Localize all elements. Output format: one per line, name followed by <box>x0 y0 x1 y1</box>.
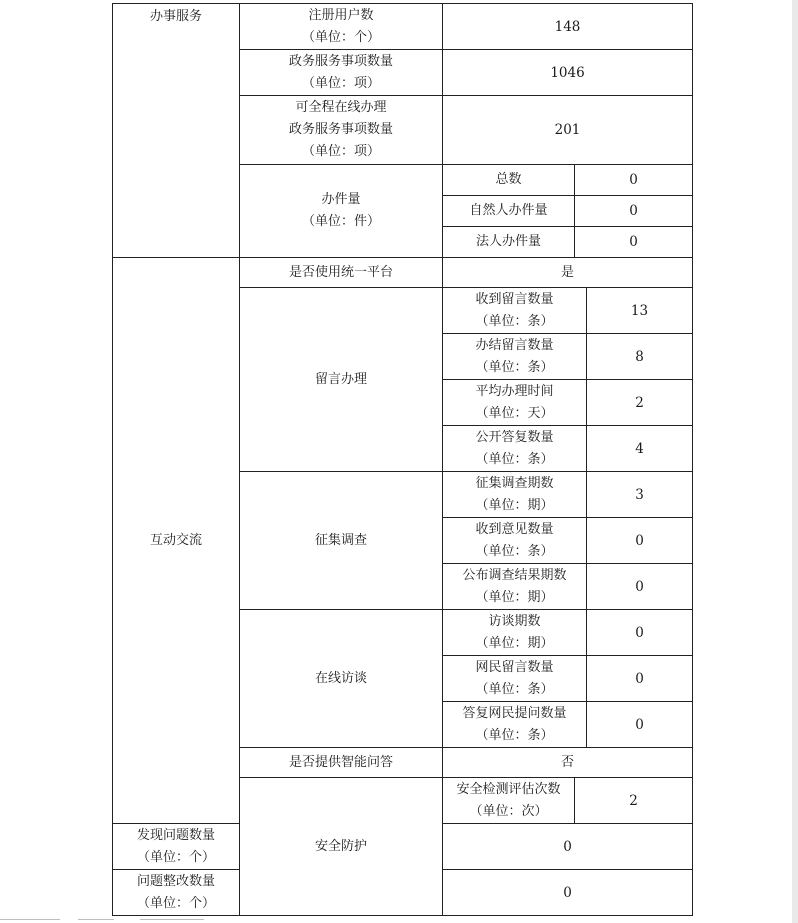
indicator-label: 安全检测评估次数 <box>456 781 561 797</box>
value-cell: 0 <box>575 227 693 258</box>
sub-indicator-label: 公开答复数量 <box>475 429 554 445</box>
value-cell: 否 <box>443 748 693 778</box>
value-cell: 0 <box>443 824 693 870</box>
indicator-label: 政务服务事项数量 <box>288 53 393 69</box>
sub-indicator-cell <box>443 426 587 472</box>
indicator-unit: （单位：项） <box>301 144 380 159</box>
value-cell: 201 <box>443 96 693 165</box>
sub-indicator-label: 征集调查期数 <box>475 475 554 491</box>
indicator-cell: 在线访谈 <box>240 610 443 748</box>
indicator-cell <box>240 4 443 50</box>
sub-indicator-cell <box>443 656 587 702</box>
value-cell: 2 <box>575 778 693 824</box>
indicator-cell <box>113 824 240 870</box>
category-security <box>240 778 443 916</box>
sub-indicator-unit: （单位：期） <box>475 497 554 513</box>
indicator-label: 注册用户数 <box>308 7 374 23</box>
indicator-label: 可全程在线办理 <box>295 100 387 115</box>
indicator-unit: （单位：个） <box>136 895 215 911</box>
sub-indicator-label: 访谈期数 <box>488 613 541 629</box>
indicator-cell <box>240 50 443 96</box>
indicator-unit: （单位：次） <box>469 803 548 819</box>
sub-indicator-label: 收到留言数量 <box>475 291 554 307</box>
sub-indicator-unit: （单位：条） <box>475 543 554 559</box>
sub-indicator-unit: （单位：期） <box>475 635 554 651</box>
edge-line <box>78 919 114 920</box>
sub-indicator-cell <box>443 564 587 610</box>
indicator-cell: 征集调查 <box>240 472 443 610</box>
sub-indicator-label: 办结留言数量 <box>475 337 554 353</box>
indicator-cell <box>113 870 240 916</box>
indicator-cell <box>240 165 443 258</box>
indicator-unit: （单位：个） <box>136 849 215 865</box>
indicator-cell <box>240 96 443 165</box>
value-cell: 148 <box>443 4 693 50</box>
indicator-cell: 留言办理 <box>240 288 443 472</box>
sub-indicator-unit: （单位：条） <box>475 313 554 329</box>
indicator-label: 发现问题数量 <box>136 827 215 843</box>
category-interaction <box>113 258 240 824</box>
table-row <box>113 258 693 288</box>
sub-indicator-unit: （单位：条） <box>475 451 554 467</box>
indicator-label: 办件量 <box>321 192 361 207</box>
sub-indicator-label: 答复网民提问数量 <box>462 705 567 721</box>
category-label: 安全防护 <box>314 838 367 854</box>
sub-indicator-cell <box>443 610 587 656</box>
sub-indicator-cell: 法人办件量 <box>443 227 575 258</box>
sub-indicator-cell: 自然人办件量 <box>443 196 575 227</box>
value-cell: 4 <box>587 426 693 472</box>
value-cell: 是 <box>443 258 693 288</box>
value-cell: 13 <box>587 288 693 334</box>
value-cell: 0 <box>587 656 693 702</box>
value-cell: 0 <box>587 518 693 564</box>
indicator-cell <box>443 778 575 824</box>
indicator-unit: （单位：件） <box>301 214 380 229</box>
sub-indicator-cell <box>443 702 587 748</box>
statistics-table <box>112 3 693 916</box>
edge-line <box>140 919 204 920</box>
sub-indicator-cell: 总数 <box>443 165 575 196</box>
indicator-cell: 是否提供智能问答 <box>240 748 443 778</box>
value-cell: 0 <box>575 196 693 227</box>
value-cell: 0 <box>575 165 693 196</box>
category-office-service <box>113 4 240 258</box>
sub-indicator-cell <box>443 518 587 564</box>
category-label: 办事服务 <box>149 9 202 24</box>
indicator-cell: 是否使用统一平台 <box>240 258 443 288</box>
sub-indicator-unit: （单位：条） <box>475 727 554 743</box>
sub-indicator-label: 收到意见数量 <box>475 521 554 537</box>
value-cell: 2 <box>587 380 693 426</box>
value-cell: 0 <box>587 564 693 610</box>
page-bottom-edge <box>0 917 798 923</box>
sub-indicator-cell <box>443 472 587 518</box>
sub-indicator-cell <box>443 334 587 380</box>
sub-indicator-label: 网民留言数量 <box>475 659 554 675</box>
edge-line <box>0 919 60 920</box>
indicator-unit: （单位：个） <box>301 29 380 45</box>
value-cell: 0 <box>587 702 693 748</box>
sub-indicator-unit: （单位：天） <box>475 405 554 421</box>
page-edge <box>792 0 798 923</box>
sub-indicator-unit: （单位：期） <box>475 589 554 605</box>
value-cell: 0 <box>443 870 693 916</box>
indicator-label: 政务服务事项数量 <box>288 122 393 137</box>
table-row <box>113 4 693 50</box>
indicator-label: 问题整改数量 <box>136 873 215 889</box>
sub-indicator-label: 平均办理时间 <box>475 383 554 399</box>
value-cell: 0 <box>587 610 693 656</box>
value-cell: 8 <box>587 334 693 380</box>
category-label: 互动交流 <box>149 532 202 548</box>
sub-indicator-cell <box>443 288 587 334</box>
value-cell: 3 <box>587 472 693 518</box>
sub-indicator-unit: （单位：条） <box>475 359 554 375</box>
value-cell: 1046 <box>443 50 693 96</box>
sub-indicator-cell <box>443 380 587 426</box>
indicator-unit: （单位：项） <box>301 75 380 91</box>
sub-indicator-unit: （单位：条） <box>475 681 554 697</box>
sub-indicator-label: 公布调查结果期数 <box>462 567 567 583</box>
